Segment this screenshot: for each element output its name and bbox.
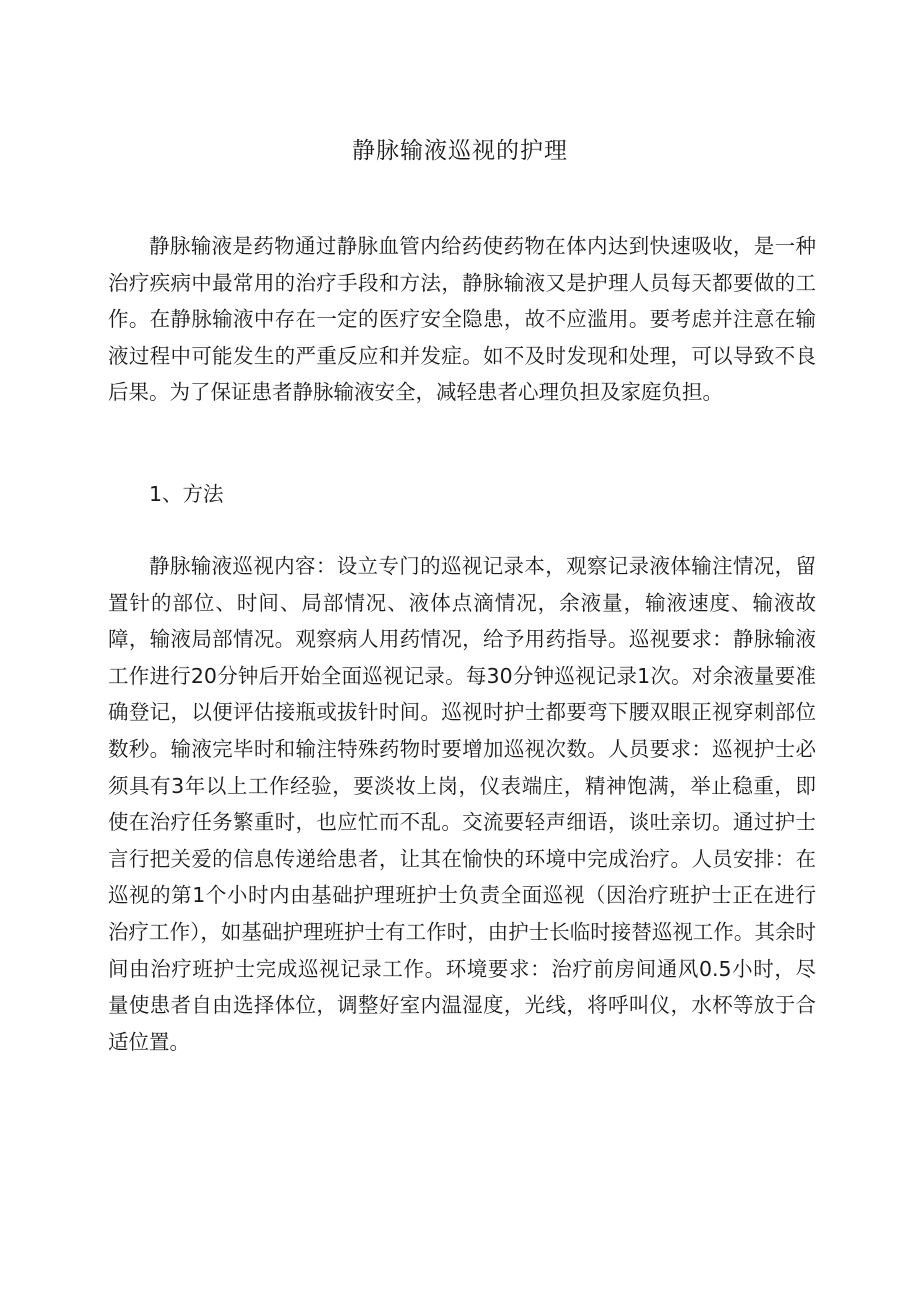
intro-paragraph: 静脉输液是药物通过静脉血管内给药使药物在体内达到快速吸收，是一种治疗疾病中最常用的治疗手段和方法，静脉输液又是护理人员每天都要做的工作。在静脉输液中存在一定的医疗安全隐患，故不应滥用。要考虑并注意在输液过程中可能发生的严重反应和并发症。如不及时发现和处理，可以导致不良后果。为了保证患者静脉输液安全，减轻患者心理负担及家庭负担。 (108, 234, 816, 405)
method-paragraph: 静脉输液巡视内容：设立专门的巡视记录本，观察记录液体输注情况，留置针的部位、时间、局部情况、液体点滴情况，余液量，输液速度、输液故障，输液局部情况。观察病人用药情况，给予用药指导。巡视要求：静脉输液工作进行20分钟后开始全面巡视记录。每30分钟巡视记录1次。对余液量要准确登记，以便评估接瓶或拔针时间。巡视时护士都要弯下腰双眼正视穿刺部位数秒。输液完毕时和输注特殊药物时要增加巡视次数。人员要求：巡视护士必须具有3年以上工作经验，要淡妆上岗，仪表端庄，精神饱满，举止稳重，即使在治疗任务繁重时，也应忙而不乱。交流要轻声细语，谈吐亲切。通过护士言行把关爱的信息传递给患者，让其在愉快的环境中完成治疗。人员安排：在巡视的第1个小时内由基础护理班护士负责全面巡视（因治疗班护士正在进行治疗工作），如基础护理班护士有工作时，由护士长临时接替巡视工作。其余时间由治疗班护士完成巡视记录工作。环境要求：治疗前房间通风0.5小时，尽量使患者自由选择体位，调整好室内温湿度，光线，将呼叫仪，水杯等放于合适位置。 (108, 554, 816, 1054)
document-title: 静脉输液巡视的护理 (352, 138, 568, 164)
section-heading-method: 1、方法 (149, 482, 224, 506)
